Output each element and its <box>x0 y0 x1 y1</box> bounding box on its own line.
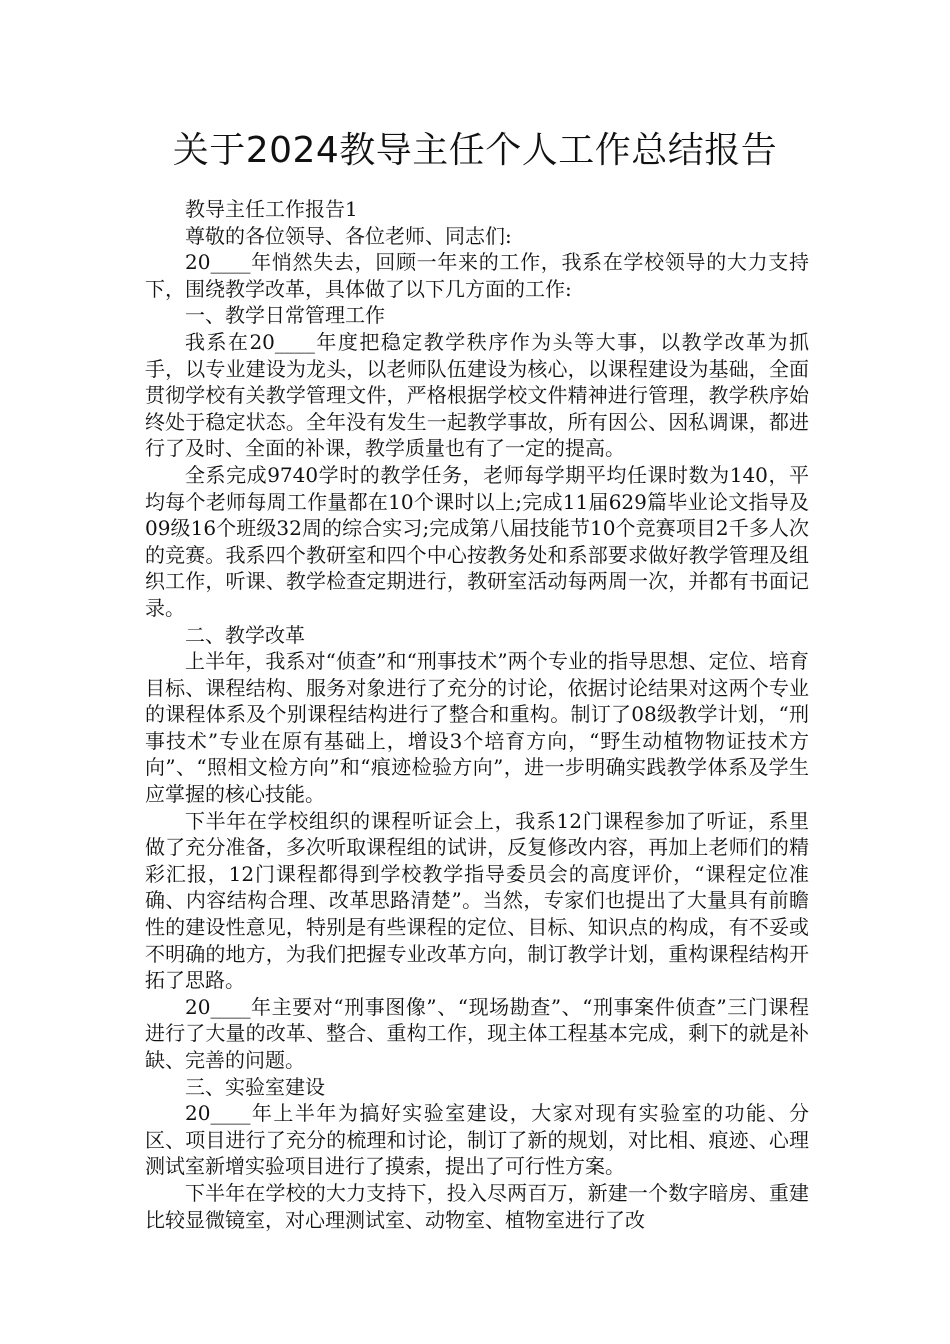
section-heading-lab-construction: 三、实验室建设 <box>185 1074 325 1099</box>
body-paragraph: 20____年主要对“刑事图像”、“现场勘查”、“刑事案件侦查”三门课程进行了大量的改革、整合、重构工作，现主体工程基本完成，剩下的就是补缺、完善的问题。 <box>145 994 809 1072</box>
body-paragraph: 全系完成9740学时的教学任务，老师每学期平均任课时数为140，平均每个老师每周工作量都在10个课时以上;完成11届629篇毕业论文指导及09级16个班级32周的综合实习;完成第八届技能节10个竞赛项目2千多人次的竞赛。我系四个教研室和四个中心按教务处和系部要求做好教学管理及组织工作，听课、教学检查定期进行，教研室活动每两周一次，并都有书面记录。 <box>145 462 809 620</box>
intro-paragraph: 20____年悄然失去，回顾一年来的工作，我系在学校领导的大力支持下，围绕教学改革，具体做了以下几方面的工作: <box>145 250 809 301</box>
document-title: 关于2024教导主任个人工作总结报告 <box>172 130 778 171</box>
body-paragraph: 上半年，我系对“侦查”和“刑事技术”两个专业的指导思想、定位、培育目标、课程结构、服务对象进行了充分的讨论，依据讨论结果对这两个专业的课程体系及个别课程结构进行了整合和重构。制订了08级教学计划，“刑事技术”专业在原有基础上，增设3个培育方向，“野生动植物物证技术方向”、“照相文检方向”和“痕迹检验方向”，进一步明确实践教学体系及学生应掌握的核心技能。 <box>145 649 809 807</box>
report-heading: 教导主任工作报告1 <box>185 197 358 221</box>
document-body <box>145 196 809 1233</box>
body-paragraph: 我系在20____年度把稳定教学秩序作为头等大事，以教学改革为抓手，以专业建设为龙头，以老师队伍建设为核心，以课程建设为基础，全面贯彻学校有关教学管理文件，严格根据学校文件精神进行管理，教学秩序始终处于稳定状态。全年没有发生一起教学事故，所有因公、因私调课，都进行了及时、全面的补课，教学质量也有了一定的提高。 <box>145 329 809 461</box>
body-paragraph: 20____年上半年为搞好实验室建设，大家对现有实验室的功能、分区、项目进行了充分的梳理和讨论，制订了新的规划，对比相、痕迹、心理测试室新增实验项目进行了摸索，提出了可行性方案。 <box>145 1101 809 1179</box>
section-heading-daily-management: 一、教学日常管理工作 <box>185 303 385 328</box>
section-heading-teaching-reform: 二、教学改革 <box>185 622 305 647</box>
body-paragraph: 下半年在学校的大力支持下，投入尽两百万，新建一个数字暗房、重建比较显微镜室，对心理测试室、动物室、植物室进行了改 <box>145 1180 809 1232</box>
salutation: 尊敬的各位领导、各位老师、同志们: <box>185 223 512 248</box>
body-paragraph: 下半年在学校组织的课程听证会上，我系12门课程参加了听证，系里做了充分准备，多次听取课程组的试讲，反复修改内容，再加上老师们的精彩汇报，12门课程都得到学校教学指导委员会的高度评价，“课程定位准确、内容结构合理、改革思路清楚”。当然，专家们也提出了大量具有前瞻性的建设性意见，特别是有些课程的定位、目标、知识点的构成，有不妥或不明确的地方，为我们把握专业改革方向，制订教学计划，重构课程结构开拓了思路。 <box>145 808 809 993</box>
